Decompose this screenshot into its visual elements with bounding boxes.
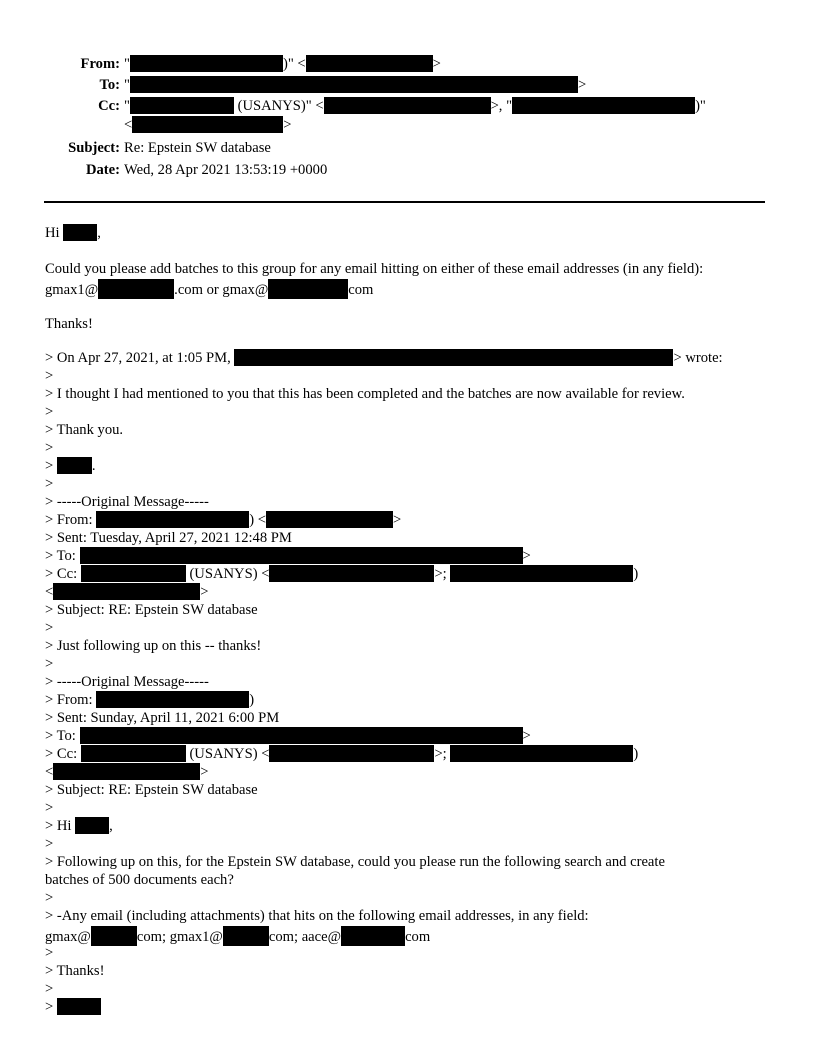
header-divider (44, 201, 765, 203)
redaction (130, 55, 283, 72)
redaction (266, 511, 393, 528)
quote-blank: > (45, 440, 54, 456)
redaction (130, 76, 578, 93)
redaction (53, 763, 200, 780)
date-row (0, 161, 816, 179)
subject-row (0, 139, 816, 157)
redaction (80, 547, 523, 564)
cc-row-continued: < > (124, 117, 292, 133)
redaction (324, 97, 491, 114)
quote-addresses: gmax@ com; gmax1@ com; aace@ com (45, 926, 430, 944)
date-value: Wed, 28 Apr 2021 13:53:19 +0000 (124, 162, 328, 178)
quote-blank: > (45, 800, 54, 816)
original-message-marker: > -----Original Message----- (45, 494, 209, 510)
quote-blank: > (45, 836, 54, 852)
quote-line: batches of 500 documents each? (45, 872, 234, 888)
redaction (132, 116, 283, 133)
quote-blank: > (45, 620, 54, 636)
redaction (130, 97, 234, 114)
subject-label: Subject: (68, 140, 120, 156)
request-line-1: Could you please add batches to this group for any email hitting on either of these email addresses (in any field): (45, 261, 704, 277)
quote-greeting: > Hi , (45, 818, 113, 834)
redaction (234, 349, 673, 366)
orig2-cc: > Cc: (USANYS) < >; ) (45, 746, 639, 762)
redaction (341, 926, 405, 946)
quote-signature: > . (45, 458, 96, 474)
quote-blank: > (45, 656, 54, 672)
quote-line: > Thank you. (45, 422, 124, 438)
redaction (57, 998, 101, 1015)
orig2-sent: > Sent: Sunday, April 11, 2021 6:00 PM (45, 710, 280, 726)
greeting: Hi , (45, 225, 101, 241)
redaction (53, 583, 200, 600)
quote-line: > I thought I had mentioned to you that this has been completed and the batches are now available for review. (45, 386, 685, 402)
redaction (268, 279, 348, 299)
redaction (75, 817, 109, 834)
to-row (0, 76, 816, 94)
orig1-to: > To: > (45, 548, 531, 564)
orig2-cc-continued: < > (45, 764, 209, 780)
quote-signature: > (45, 998, 101, 1016)
redaction (450, 565, 633, 582)
quote-line: > Just following up on this -- thanks! (45, 638, 262, 654)
orig1-cc-continued: < > (45, 584, 209, 600)
thanks-line: Thanks! (45, 316, 93, 332)
orig1-from: > From: ) < > (45, 512, 402, 528)
orig2-from: > From: ) (45, 692, 255, 708)
request-line-2: gmax1@ .com or gmax@ com (45, 279, 373, 297)
original-message-marker: > -----Original Message----- (45, 674, 209, 690)
orig2-to: > To: > (45, 728, 531, 744)
quote-line: > Following up on this, for the Epstein SW database, could you please run the following search and create (45, 854, 665, 870)
redaction (269, 745, 434, 762)
quote-line: > -Any email (including attachments) that hits on the following email addresses, in any field: (45, 908, 589, 924)
redaction (269, 565, 434, 582)
cc-value: " (USANYS)" < >, " )" (124, 98, 706, 114)
redaction (306, 55, 433, 72)
to-value: " > (124, 77, 587, 93)
cc-label: Cc: (98, 98, 120, 114)
redaction (98, 279, 174, 299)
redaction (450, 745, 633, 762)
from-label: From: (80, 56, 120, 72)
date-label: Date: (85, 162, 120, 178)
to-label: To: (99, 77, 120, 93)
redaction (81, 745, 186, 762)
quote-blank: > (45, 404, 54, 420)
redaction (80, 727, 523, 744)
redaction (91, 926, 137, 946)
quote-blank: > (45, 476, 54, 492)
orig1-cc: > Cc: (USANYS) < >; ) (45, 566, 639, 582)
quote-blank: > (45, 945, 54, 961)
orig2-subject: > Subject: RE: Epstein SW database (45, 782, 258, 798)
orig1-sent: > Sent: Tuesday, April 27, 2021 12:48 PM (45, 530, 292, 546)
quote-attribution: > On Apr 27, 2021, at 1:05 PM, > wrote: (45, 350, 723, 366)
redaction (57, 457, 92, 474)
cc-row (0, 97, 816, 115)
subject-value: Re: Epstein SW database (124, 140, 271, 156)
quote-blank: > (45, 368, 54, 384)
redaction (96, 691, 249, 708)
quote-blank: > (45, 981, 54, 997)
redaction (223, 926, 269, 946)
orig1-subject: > Subject: RE: Epstein SW database (45, 602, 258, 618)
redaction (512, 97, 695, 114)
redaction (81, 565, 186, 582)
redaction (63, 224, 97, 241)
quote-line: > Thanks! (45, 963, 105, 979)
redaction (96, 511, 249, 528)
from-row (0, 55, 816, 73)
quote-blank: > (45, 890, 54, 906)
from-value: " )" < > (124, 56, 441, 72)
